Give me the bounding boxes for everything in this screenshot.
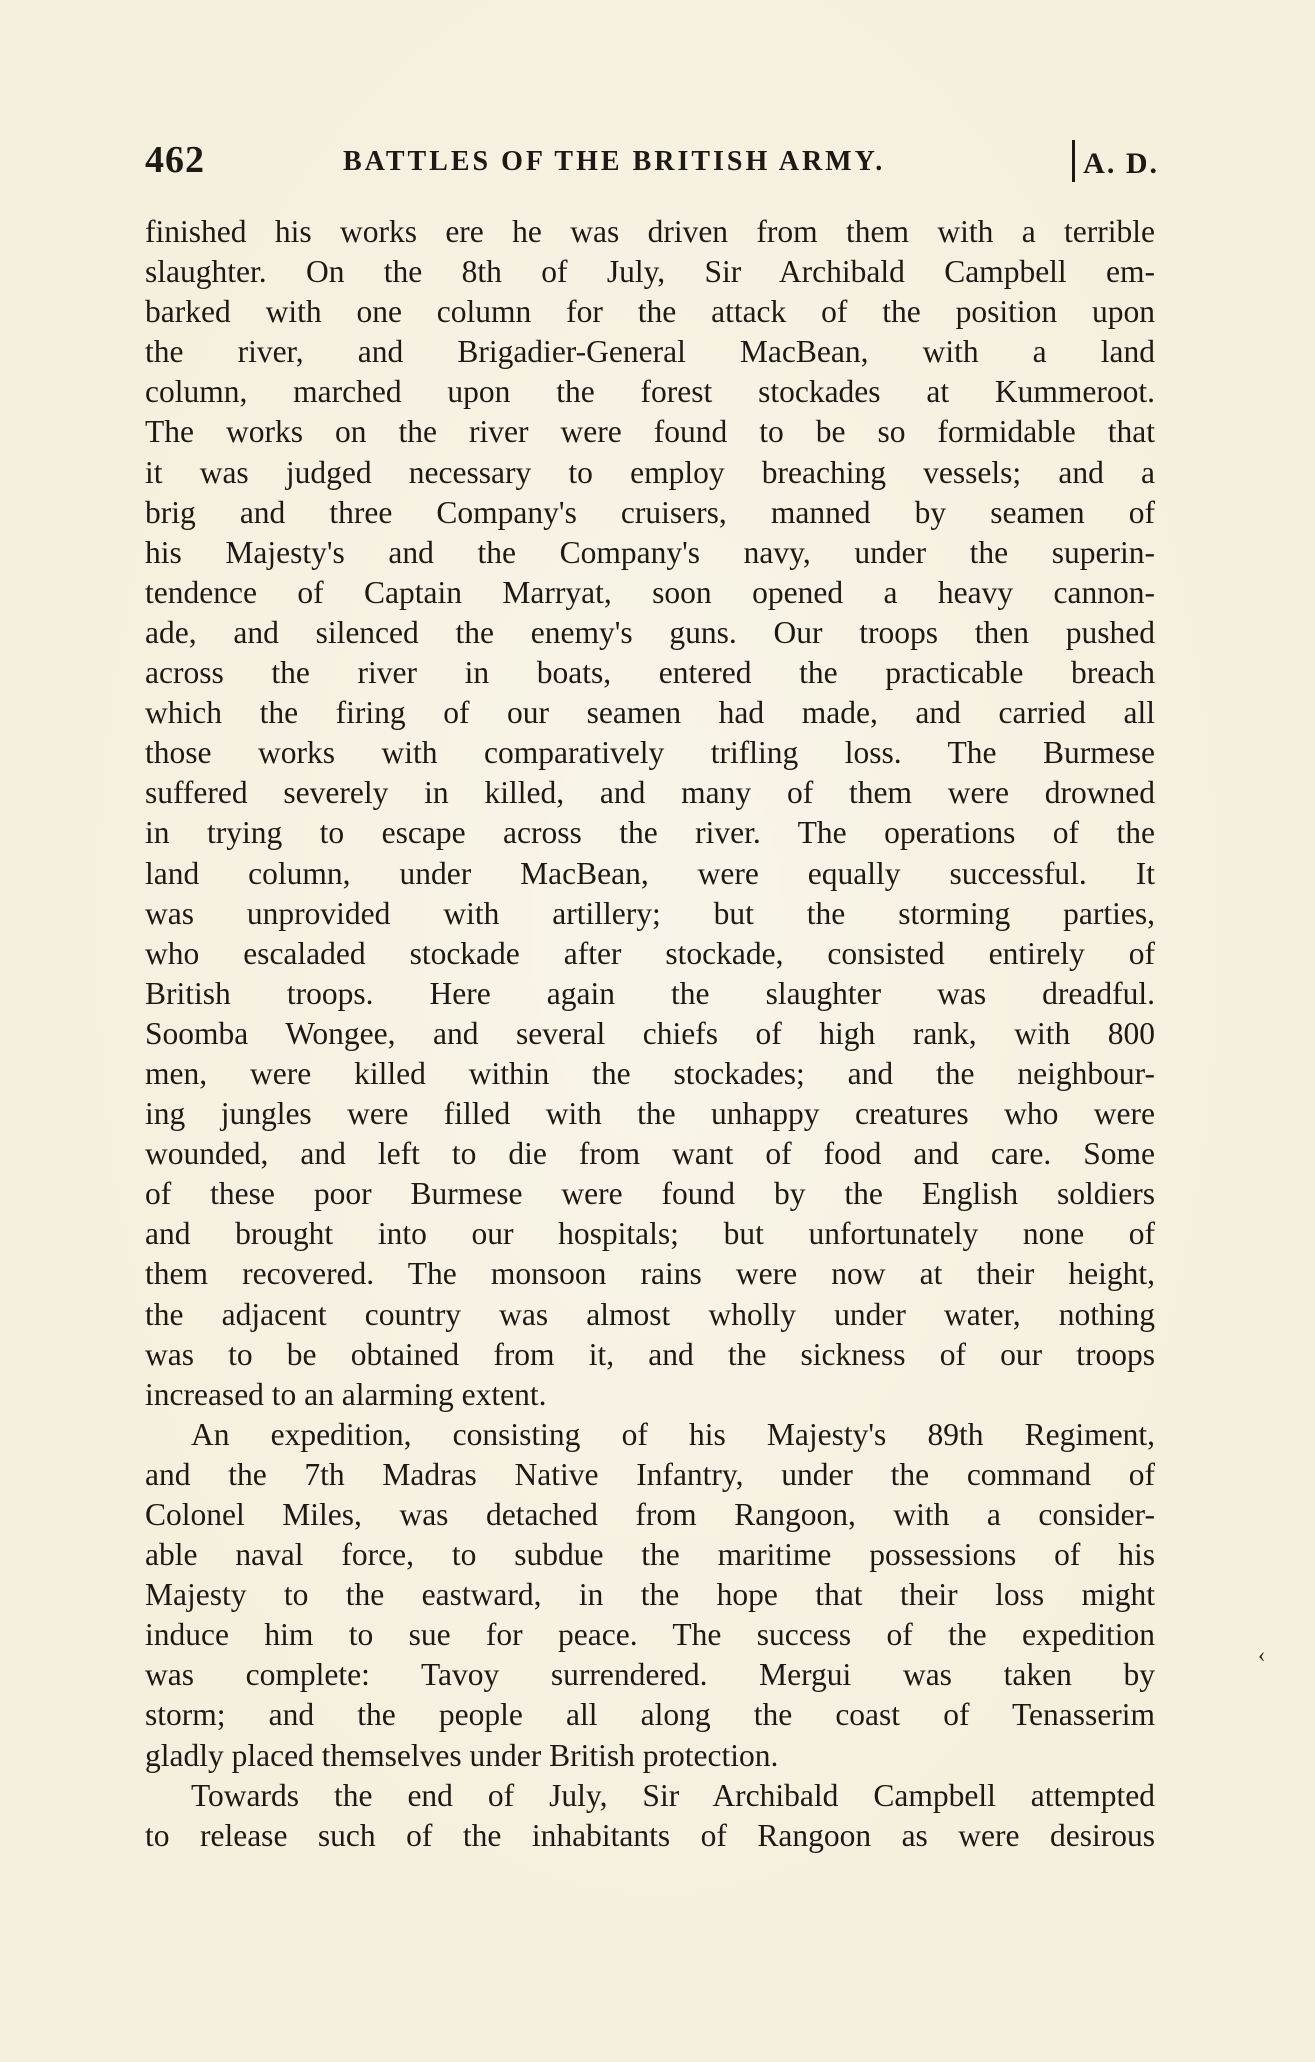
text-line: it was judged necessary to employ breaching vessels; and a xyxy=(145,454,1155,490)
text-line: and the 7th Madras Native Infantry, under the command of xyxy=(145,1456,1155,1492)
text-line: gladly placed themselves under British protection. xyxy=(145,1737,779,1773)
text-line: increased to an alarming extent. xyxy=(145,1376,547,1412)
text-line: Soomba Wongee, and several chiefs of high rank, with 800 xyxy=(145,1015,1155,1051)
text-line: was complete: Tavoy surrendered. Mergui was taken by xyxy=(145,1657,1155,1693)
text-line: brig and three Company's cruisers, manned by seamen of xyxy=(145,494,1155,530)
text-line: ade, and silenced the enemy's guns. Our troops then pushed xyxy=(145,614,1155,650)
text-line: An expedition, consisting of his Majesty's 89th Regiment, xyxy=(191,1416,1155,1452)
text-line: to release such of the inhabitants of Rangoon as were desirous xyxy=(145,1817,1155,1853)
text-line: storm; and the people all along the coast of Tenasserim xyxy=(145,1697,1155,1733)
text-line: Colonel Miles, was detached from Rangoon, with a consider- xyxy=(145,1497,1155,1532)
text-line: across the river in boats, entered the practicable breach xyxy=(145,655,1155,691)
text-line: Towards the end of July, Sir Archibald Campbell attempted xyxy=(191,1777,1155,1813)
text-line: and brought into our hospitals; but unfortunately none of xyxy=(145,1216,1155,1252)
text-line: them recovered. The monsoon rains were now at their height, xyxy=(145,1256,1155,1292)
text-line: was unprovided with artillery; but the storming parties, xyxy=(145,895,1155,931)
text-line: was to be obtained from it, and the sickness of our troops xyxy=(145,1336,1155,1372)
text-line: The works on the river were found to be so formidable that xyxy=(145,414,1155,450)
text-line: which the firing of our seamen had made, and carried all xyxy=(145,695,1155,731)
text-line: wounded, and left to die from want of food and care. Some xyxy=(145,1136,1155,1172)
text-line: barked with one column for the attack of the position upon xyxy=(145,294,1155,330)
text-line: suffered severely in killed, and many of them were drowned xyxy=(145,775,1155,811)
body-text xyxy=(145,212,1155,1856)
text-line: the adjacent country was almost wholly under water, nothing xyxy=(145,1296,1155,1332)
page-number: 462 xyxy=(145,139,205,181)
text-line: slaughter. On the 8th of July, Sir Archibald Campbell em- xyxy=(145,254,1155,290)
text-line: ing jungles were filled with the unhappy creatures who were xyxy=(145,1096,1155,1132)
margin-mark: ‹ xyxy=(1258,1642,1266,1667)
text-line: British troops. Here again the slaughter was dreadful. xyxy=(145,975,1155,1011)
text-line: column, marched upon the forest stockades at Kummeroot. xyxy=(145,374,1155,410)
text-line: in trying to escape across the river. The operations of the xyxy=(145,815,1155,851)
text-line: induce him to sue for peace. The success of the expedition xyxy=(145,1617,1155,1653)
text-line: who escaladed stockade after stockade, consisted entirely of xyxy=(145,935,1155,971)
text-line: those works with comparatively trifling loss. The Burmese xyxy=(145,735,1155,771)
text-line: his Majesty's and the Company's navy, under the superin- xyxy=(145,534,1155,570)
page-header xyxy=(145,138,1159,190)
text-line: the river, and Brigadier-General MacBean, with a land xyxy=(145,334,1155,370)
text-line: men, were killed within the stockades; and the neighbour- xyxy=(145,1055,1155,1091)
text-line: tendence of Captain Marryat, soon opened a heavy cannon- xyxy=(145,574,1155,610)
text-line: land column, under MacBean, were equally successful. It xyxy=(145,855,1155,891)
text-line: finished his works ere he was driven from them with a terrible xyxy=(145,214,1155,249)
running-head: BATTLES OF THE BRITISH ARMY. xyxy=(343,146,886,177)
text-line: able naval force, to subdue the maritime possessions of his xyxy=(145,1537,1155,1573)
text-line: Majesty to the eastward, in the hope that their loss might xyxy=(145,1577,1155,1613)
year-label: A. D. xyxy=(1072,140,1159,182)
text-line: of these poor Burmese were found by the English soldiers xyxy=(145,1176,1155,1212)
